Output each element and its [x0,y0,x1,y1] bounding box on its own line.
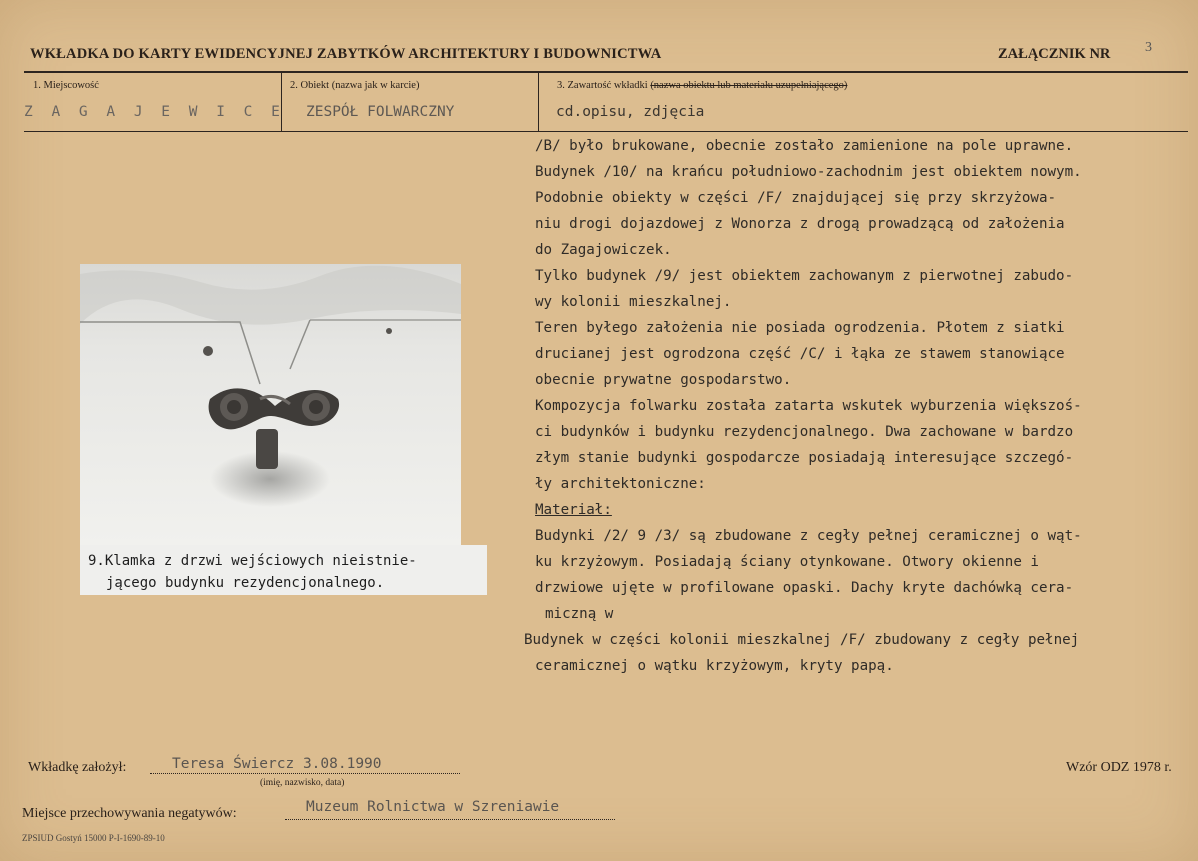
locality-value: Z A G A J E W I C E [24,104,285,120]
column-divider-2 [538,72,539,131]
description-line: ły architektoniczne: [535,476,706,492]
photo-caption [80,545,487,595]
description-line: złym stanie budynki gospodarcze posiadają interesujące szczegó- [535,450,1074,466]
description-line: Budynek w części kolonii mieszkalnej /F/ zbudowany z cegły pełnej [524,632,1080,648]
column-divider-1 [281,72,282,131]
description-line: Tylko budynek /9/ jest obiektem zachowanym z pierwotnej zabudo- [535,268,1074,284]
object-value: ZESPÓŁ FOLWARCZNY [306,104,455,120]
description-line: ci budynków i budynku rezydencjonalnego. Dwa zachowane w bardzo [535,424,1074,440]
header-rule-bottom [24,131,1188,132]
description-line: Kompozycja folwarku została zatarta wskutek wyburzenia większoś- [535,398,1082,414]
description-line: Budynki /2/ 9 /3/ są zbudowane z cegły pełnej ceramicznej o wąt- [535,528,1082,544]
created-by-line [150,772,460,774]
description-line: wy kolonii mieszkalnej. [535,294,732,310]
description-line: obecnie prywatne gospodarstwo. [535,372,792,388]
description-line: ceramicznej o wątku krzyżowym, kryty papą. [535,658,894,674]
caption-line-1: 9.Klamka z drzwi wejściowych nieistnie- [88,553,417,569]
storage-line [285,818,615,820]
pattern-label: Wzór ODZ 1978 r. [1066,760,1172,775]
object-label: 2. Obiekt (nazwa jak w karcie) [290,80,420,91]
door-handle-image [80,264,461,545]
storage-label: Miejsce przechowywania negatywów: [22,806,237,821]
printer-imprint: ZPSIUD Gostyń 15000 P-I-1690-89-10 [22,833,165,843]
description-line: Teren byłego założenia nie posiada ogrodzenia. Płotem z siatki [535,320,1065,336]
annex-number: 3 [1145,40,1152,55]
content-value: cd.opisu, zdjęcia [556,104,705,120]
created-by-value: Teresa Świercz 3.08.1990 [172,756,382,772]
description-line: miczną w [545,606,614,622]
description-line: Podobnie obiekty w części /F/ znajdującej się przy skrzyżowa- [535,190,1057,206]
content-label-main: 3. Zawartość wkładki [557,80,648,91]
door-handle-photo [80,264,461,545]
content-label [557,80,847,91]
locality-label: 1. Miejscowość [33,80,99,91]
content-label-struck: (nazwa obiektu lub materiału uzupełniającego) [650,80,848,91]
description-line: ku krzyżowym. Posiadają ściany otynkowane. Otwory okienne i [535,554,1039,570]
header-rule-top [24,71,1188,73]
storage-value: Muzeum Rolnictwa w Szreniawie [306,799,560,815]
description-line: do Zagajowiczek. [535,242,672,258]
created-by-hint: (imię, nazwisko, data) [260,778,345,788]
description-line: /B/ było brukowane, obecnie zostało zamienione na pole uprawne. [535,138,1074,154]
description-line: drucianej jest ogrodzona część /C/ i łąka ze stawem stanowiące [535,346,1065,362]
created-by-label: Wkładkę założył: [28,760,127,775]
description-line: niu drogi dojazdowej z Wonorza z drogą prowadzącą od założenia [535,216,1065,232]
description-line: drzwiowe ujęte w profilowane opaski. Dachy kryte dachówką cera- [535,580,1074,596]
annex-label: ZAŁĄCZNIK NR [998,46,1111,62]
material-heading: Materiał: [535,502,612,518]
form-title: WKŁADKA DO KARTY EWIDENCYJNEJ ZABYTKÓW ARCHITEKTURY I BUDOWNICTWA [30,46,662,62]
caption-line-2: jącego budynku rezydencjonalnego. [106,575,385,591]
description-line: Budynek /10/ na krańcu południowo-zachodnim jest obiektem nowym. [535,164,1082,180]
